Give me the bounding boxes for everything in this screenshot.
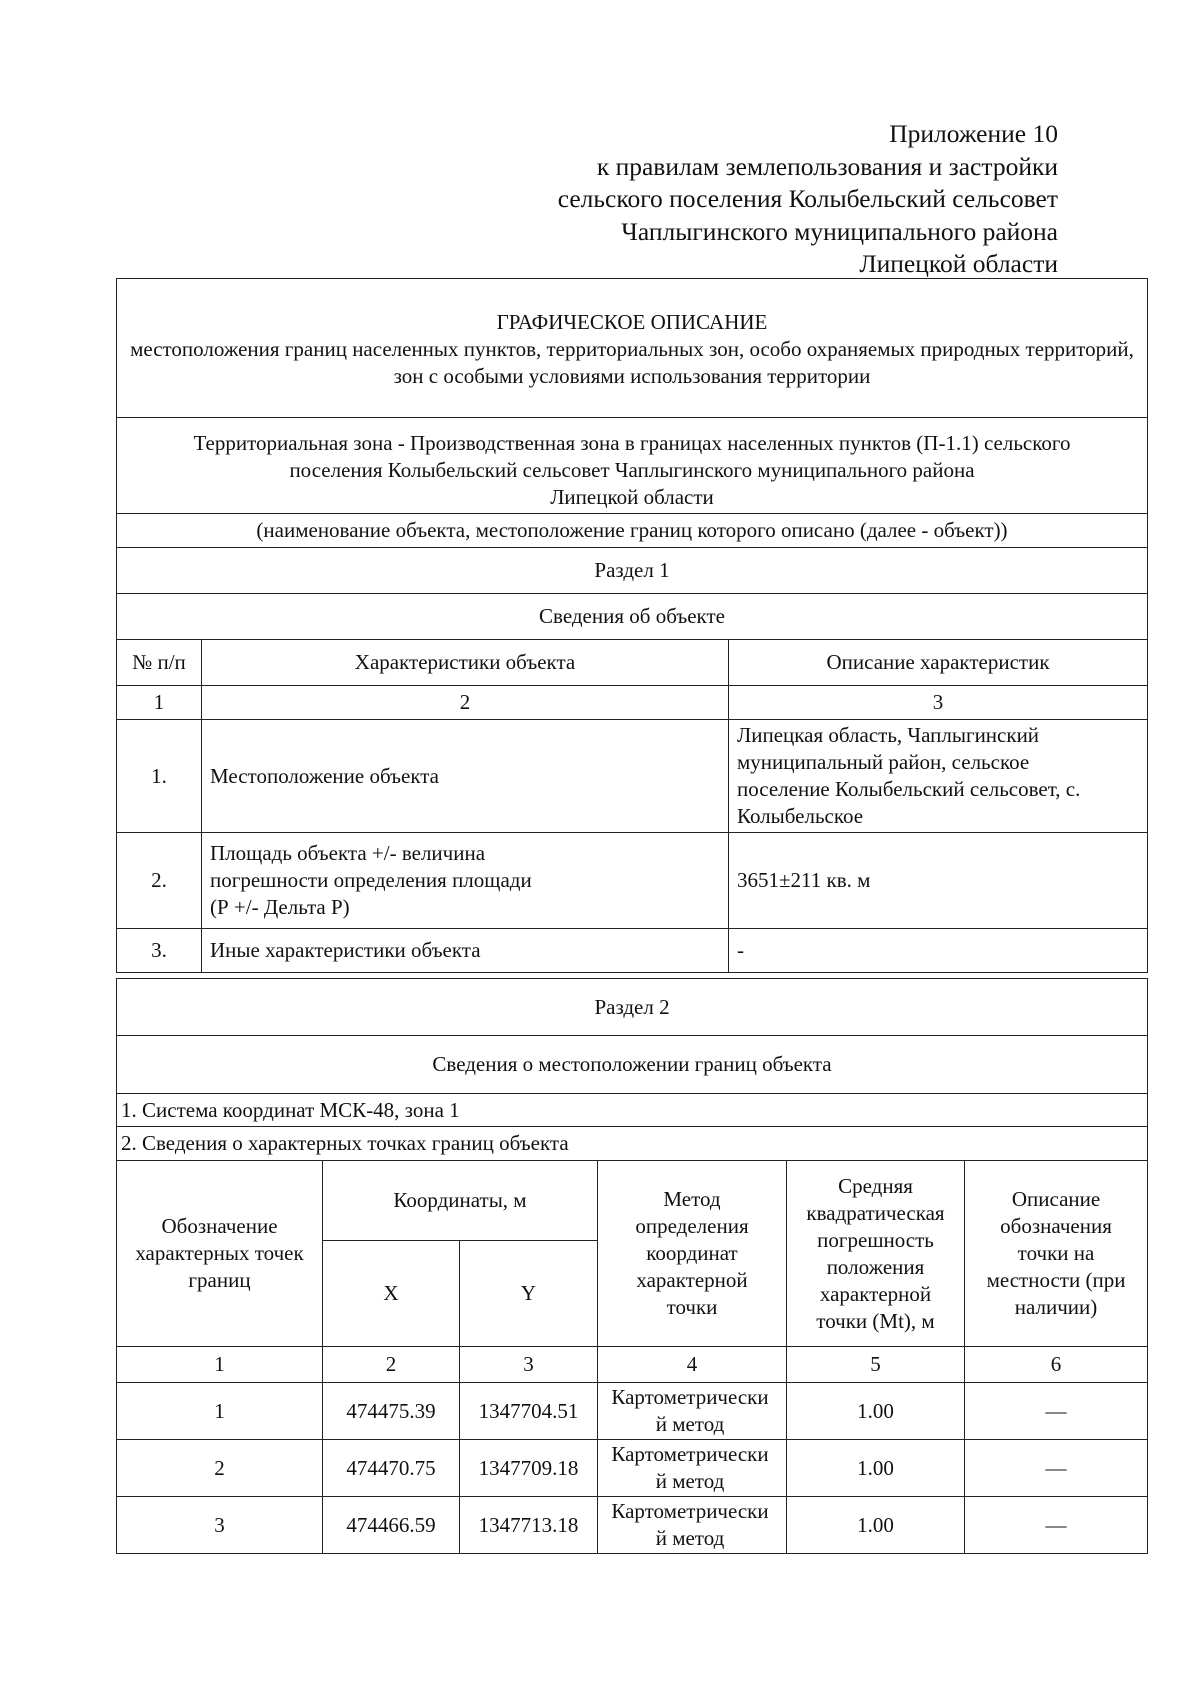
point-mt: 1.00 [787,1383,965,1440]
object-name-line: Территориальная зона - Производственная зона в границах населенных пунктов (П-1.1) сельского [193,431,1071,455]
section2-subtitle: Сведения о местоположении границ объекта [117,1036,1148,1094]
point-y: 1347704.51 [460,1383,598,1440]
header-line: Обозначение [161,1214,278,1238]
header-line: положения [826,1254,925,1279]
column-number: 2 [323,1347,460,1383]
column-number: 1 [117,686,202,720]
header-description: Описание характеристик [729,640,1148,686]
point-id: 3 [117,1497,323,1554]
table-row [117,929,1148,973]
header-error [787,1161,965,1347]
row-value-line: муниципальный район, сельское [737,750,1030,774]
header-line: характерной [819,1281,932,1306]
row-label [202,833,729,929]
row-label-line: Площадь объекта +/- величина [210,841,486,865]
header-line: погрешность [817,1227,934,1252]
row-value-line: поселение Колыбельский сельсовет, с. [737,777,1081,801]
column-number: 3 [729,686,1148,720]
section1-title: Раздел 1 [117,548,1148,594]
coord-system: 1. Система координат МСК-48, зона 1 [117,1094,1148,1127]
row-value-line: - [737,938,744,962]
table-row [117,1440,1148,1497]
method-line: Картометрически [611,1499,769,1523]
point-y: 1347709.18 [460,1440,598,1497]
point-y: 1347713.18 [460,1497,598,1554]
point-id: 1 [117,1383,323,1440]
row-label-line: Иные характеристики объекта [210,938,481,962]
header-line: характерных точек [135,1241,304,1265]
header-characteristics: Характеристики объекта [202,640,729,686]
row-value [729,833,1148,929]
header-line: обозначения [1000,1214,1112,1238]
row-label-line: погрешности определения площади [210,868,532,892]
document-header [358,118,1058,281]
method-line: й метод [655,1412,725,1436]
column-number: 3 [460,1347,598,1383]
table-row [117,1383,1148,1440]
row-num: 3. [117,929,202,973]
column-number: 4 [598,1347,787,1383]
method-line: Картометрически [611,1442,769,1466]
object-caption: (наименование объекта, местоположение границ которого описано (далее - объект)) [117,514,1148,548]
header-line: Описание [1011,1187,1101,1211]
point-method [598,1383,787,1440]
column-number: 5 [787,1347,965,1383]
point-method [598,1440,787,1497]
header-line: Чаплыгинского муниципального района [621,216,1058,246]
row-label [202,929,729,973]
header-designation [117,1161,323,1347]
column-number: 2 [202,686,729,720]
header-x: X [323,1241,460,1347]
point-x: 474475.39 [323,1383,460,1440]
row-value-line: Колыбельское [737,804,864,828]
header-line: Метод [663,1187,721,1211]
header-line: квадратическая [806,1200,945,1225]
header-line: Приложение 10 [889,119,1058,148]
point-mt: 1.00 [787,1497,965,1554]
header-line: сельского поселения Колыбельский сельсовет [557,184,1058,213]
document-subtitle: местоположения границ населенных пунктов, территориальных зон, особо охраняемых природных территорий, зон с особыми условиями использования территории [130,336,1134,388]
point-desc: — [965,1383,1148,1440]
header-line: наличии) [1014,1295,1098,1319]
point-x: 474470.75 [323,1440,460,1497]
row-value [729,720,1148,833]
row-value-line: Липецкая область, Чаплыгинский [737,723,1040,747]
points-caption: 2. Сведения о характерных точках границ объекта [117,1127,1148,1161]
point-desc: — [965,1497,1148,1554]
title-cell [117,279,1148,418]
point-desc: — [965,1440,1148,1497]
header-line: границ [188,1268,251,1292]
header-line: местности (при [986,1268,1126,1292]
header-point-description [965,1161,1148,1347]
row-num: 2. [117,833,202,929]
table-row [117,720,1148,833]
row-label [202,720,729,833]
method-line: й метод [655,1526,725,1550]
object-name-line: поселения Колыбельский сельсовет Чаплыгинского муниципального района [289,458,975,482]
object-name-cell [117,418,1148,514]
section1-table [116,278,1148,973]
section1-subtitle: Сведения об объекте [117,594,1148,640]
header-line: определения [635,1214,749,1238]
section2-table [116,978,1148,1554]
table-row [117,1497,1148,1554]
header-coords: Координаты, м [323,1161,598,1241]
header-line: координат [646,1241,738,1265]
header-line: точки [666,1295,718,1319]
point-method [598,1497,787,1554]
table-row [117,833,1148,929]
object-name-line: Липецкой области [550,485,714,509]
header-line: Средняя [838,1173,913,1198]
header-line: точки (Mt), м [816,1308,935,1333]
row-value-line: 3651±211 кв. м [737,868,871,892]
point-id: 2 [117,1440,323,1497]
document-title: ГРАФИЧЕСКОЕ ОПИСАНИЕ [496,309,768,334]
header-line: точки на [1017,1241,1095,1265]
column-number: 1 [117,1347,323,1383]
header-y: Y [460,1241,598,1347]
header-line: характерной [636,1268,748,1292]
header-line: Липецкой области [859,249,1058,278]
header-method [598,1161,787,1347]
column-number: 6 [965,1347,1148,1383]
method-line: й метод [655,1469,725,1493]
header-num: № п/п [117,640,202,686]
row-label-line: (Р +/- Дельта Р) [210,895,350,919]
row-label-line: Местоположение объекта [210,763,440,788]
point-x: 474466.59 [323,1497,460,1554]
method-line: Картометрически [611,1385,769,1409]
row-num: 1. [117,720,202,833]
row-value [729,929,1148,973]
header-line: к правилам землепользования и застройки [596,151,1058,181]
point-mt: 1.00 [787,1440,965,1497]
section2-title: Раздел 2 [117,979,1148,1036]
